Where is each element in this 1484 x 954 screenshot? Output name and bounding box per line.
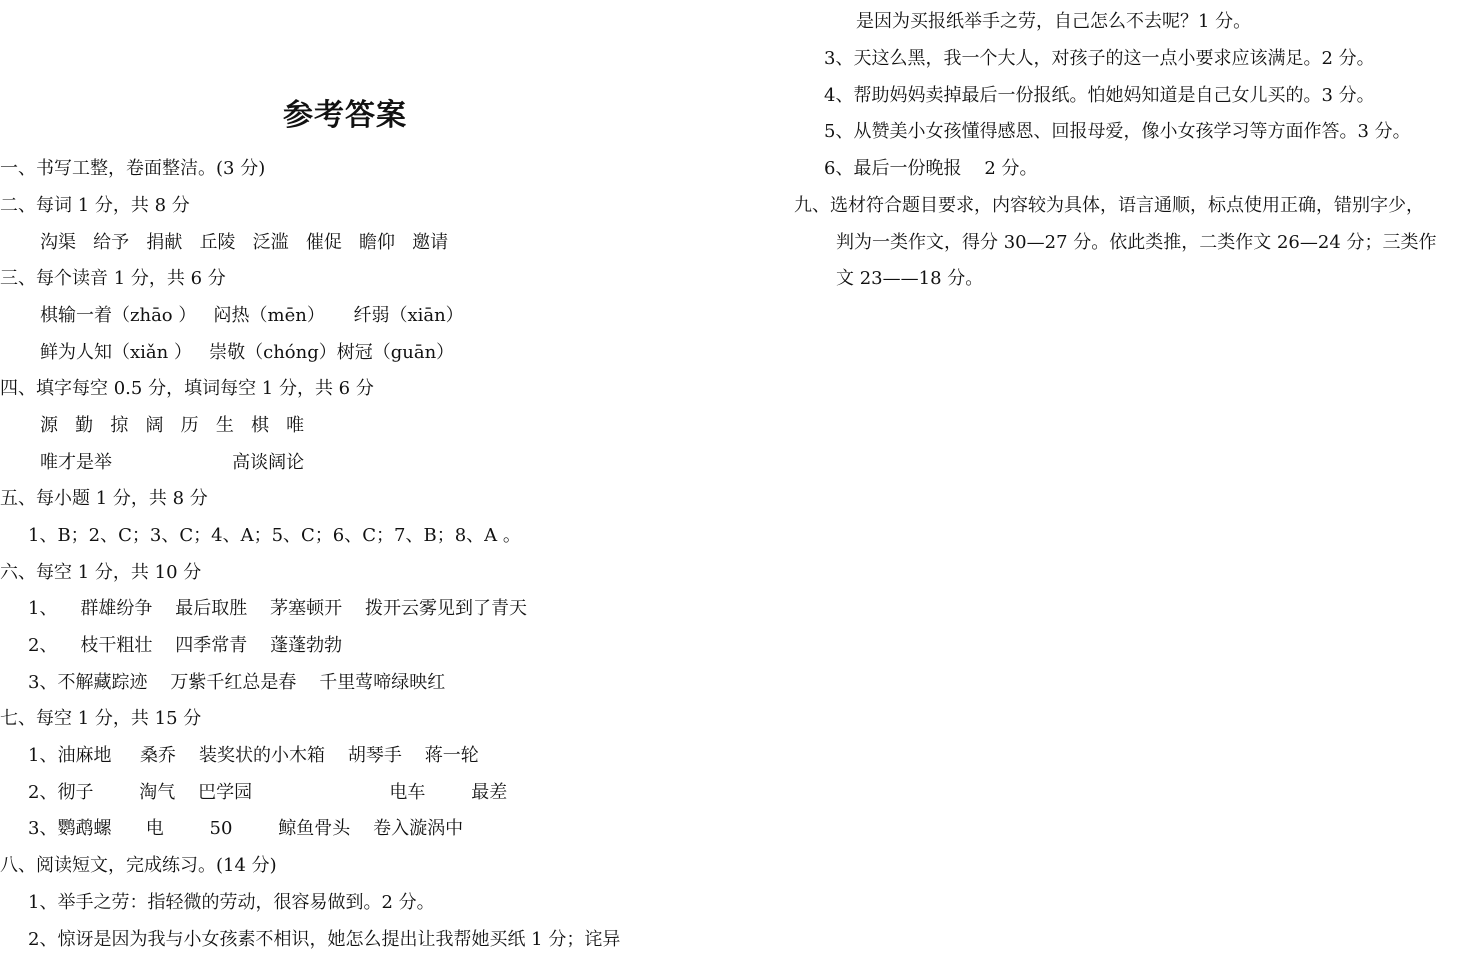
answer-line: 唯才是举 高谈阔论: [40, 452, 305, 473]
answer-line: 七、每空 1 分，共 15 分: [0, 708, 202, 729]
answer-line: 2、惊讶是因为我与小女孩素不相识，她怎么提出让我帮她买纸 1 分；诧异: [28, 929, 621, 950]
answer-line: 棋输一着（zhāo ） 闷热（mēn） 纤弱（xiān）: [40, 305, 464, 326]
answer-line: 2、彻子 淘气 巴学园 电车 最差: [28, 782, 508, 803]
answer-line: 三、每个读音 1 分，共 6 分: [0, 268, 226, 289]
answer-line: 八、阅读短文，完成练习。(14 分): [0, 855, 277, 876]
answer-line: 一、书写工整，卷面整洁。(3 分): [0, 158, 266, 179]
answer-line: 1、油麻地 桑乔 装奖状的小木箱 胡琴手 蒋一轮: [28, 745, 479, 766]
answer-line: 六、每空 1 分，共 10 分: [0, 562, 202, 583]
answer-line: 判为一类作文，得分 30—27 分。依此类推，二类作文 26—24 分；三类作: [836, 232, 1437, 253]
answer-line: 沟渠 给予 捐献 丘陵 泛滥 催促 瞻仰 邀请: [40, 232, 449, 253]
answer-line: 文 23——18 分。: [836, 268, 984, 289]
answer-line: 源 勤 掠 阔 历 生 棋 唯: [40, 415, 305, 436]
answer-line: 6、最后一份晚报 2 分。: [824, 158, 1038, 179]
answer-line: 5、从赞美小女孩懂得感恩、回报母爱，像小女孩学习等方面作答。3 分。: [824, 121, 1411, 142]
answer-line: 4、帮助妈妈卖掉最后一份报纸。怕她妈知道是自己女儿买的。3 分。: [824, 85, 1375, 106]
answer-line: 1、举手之劳：指轻微的劳动，很容易做到。2 分。: [28, 892, 435, 913]
answer-line: 九、选材符合题目要求，内容较为具体，语言通顺，标点使用正确，错别字少，: [794, 195, 1424, 216]
answer-line: 四、填字每空 0.5 分，填词每空 1 分，共 6 分: [0, 378, 374, 399]
answer-line: 3、不解藏踪迹 万紫千红总是春 千里莺啼绿映红: [28, 672, 446, 693]
answer-line: 2、 枝干粗壮 四季常青 蓬蓬勃勃: [28, 635, 343, 656]
answer-line: 3、鹦鹉螺 电 50 鲸鱼骨头 卷入漩涡中: [28, 818, 464, 839]
page-title: 参考答案: [283, 98, 407, 133]
answer-line: 二、每词 1 分，共 8 分: [0, 195, 190, 216]
answer-line: 是因为买报纸举手之劳，自己怎么不去呢？1 分。: [856, 11, 1252, 32]
answer-line: 1、 群雄纷争 最后取胜 茅塞顿开 拨开云雾见到了青天: [28, 598, 527, 619]
answer-line: 鲜为人知（xiǎn ） 崇敬（chóng）树冠（guān）: [40, 342, 455, 363]
answer-line: 五、每小题 1 分，共 8 分: [0, 488, 208, 509]
answer-line: 1、B；2、C；3、C；4、A；5、C；6、C；7、B；8、A 。: [28, 525, 521, 546]
answer-line: 3、天这么黑，我一个大人，对孩子的这一点小要求应该满足。2 分。: [824, 48, 1375, 69]
